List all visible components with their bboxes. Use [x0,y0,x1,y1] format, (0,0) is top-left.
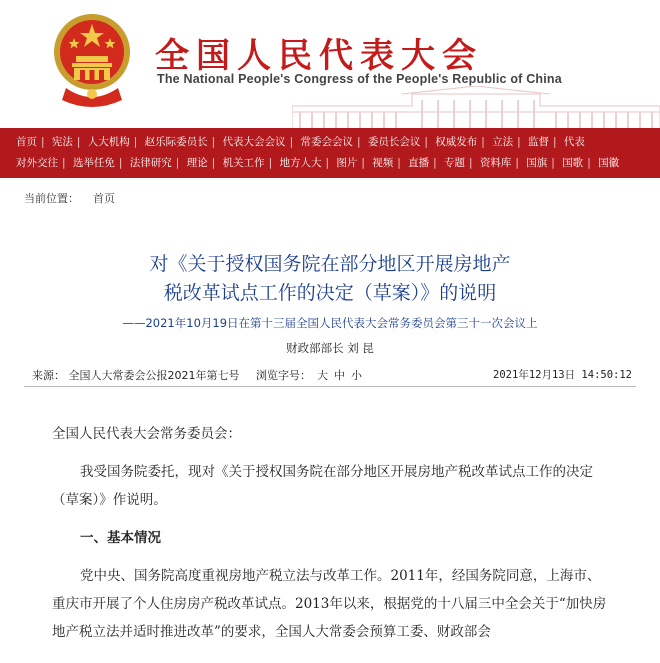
font-size-medium-button[interactable]: 中 [334,369,345,382]
nav-item-constitution[interactable]: 宪法 [51,136,73,148]
nav-item-home[interactable]: 首页 [16,136,37,148]
nav-item-deputies[interactable]: 代表 [563,136,585,148]
nav-row-primary: 首页 | 宪法 | 人大机构 | 赵乐际委员长 | 代表大会会议 | 常委会会议 | 委员长会议 | 权威发布 | 立法 | 监督 | 代表 [12,133,589,151]
article-body [52,420,612,646]
nav-item-legal-research[interactable]: 法律研究 [129,157,172,169]
font-size-selector [256,367,362,383]
article-title-line-1: 对《关于授权国务院在部分地区开展房地产 [149,253,511,275]
article-title [0,250,660,308]
article-salutation: 全国人民代表大会常务委员会： [52,426,241,442]
breadcrumb [24,190,115,206]
main-nav [0,128,660,178]
nav-item-congress-sessions[interactable]: 代表大会会议 [222,136,286,148]
nav-item-chairmen-meetings[interactable]: 委员长会议 [367,136,421,148]
nav-item-chairman[interactable]: 赵乐际委员长 [144,136,208,148]
nav-item-national-anthem[interactable]: 国歌 [562,157,584,169]
great-hall-watermark-icon [292,86,660,128]
nav-item-national-flag[interactable]: 国旗 [526,157,548,169]
font-size-large-button[interactable]: 大 [317,369,328,382]
article-meta-bar [24,362,636,387]
nav-item-supervision[interactable]: 监督 [528,136,550,148]
article-paragraph: 党中央、国务院高度重视房地产税立法与改革工作。2011年，经国务院同意，上海市、重庆市开展了个人住房房产税改革试点。2013年以来，根据党的十八届三中全会关于“加快房地产税立法并适时推进改革”的要求，全国人大常委会预算工委、财政部会 [52,568,607,640]
font-size-small-button[interactable]: 小 [351,369,362,382]
site-header [0,0,660,128]
breadcrumb-home-link[interactable]: 首页 [93,192,115,205]
national-emblem-icon[interactable] [52,10,132,110]
breadcrumb-label: 当前位置： [24,192,79,205]
nav-item-theory[interactable]: 理论 [186,157,208,169]
font-size-label: 浏览字号： [256,369,311,382]
nav-item-pictures[interactable]: 图片 [336,157,358,169]
article-title-line-2: 税改革试点工作的决定（草案）》的说明 [163,282,497,304]
nav-item-topics[interactable]: 专题 [444,157,466,169]
nav-row-secondary: 对外交往 | 选举任免 | 法律研究 | 理论 | 机关工作 | 地方人大 | 图片 | 视频 | 直播 | 专题 | 资料库 | 国旗 | 国歌 | 国徽 [12,154,623,172]
article-subtitle: ——2021年10月19日在第十三届全国人民代表大会常务委员会第三十一次会议上 [122,316,538,330]
article-publish-date: 2021年12月13日 14:50:12 [493,369,632,381]
nav-item-legislation[interactable]: 立法 [492,136,514,148]
nav-item-elections-appointments[interactable]: 选举任免 [72,157,115,169]
section-heading: 一、基本情况 [80,530,161,546]
nav-item-live[interactable]: 直播 [408,157,430,169]
site-title-en: The National People's Congress of the People's Republic of China [157,72,562,86]
nav-item-national-emblem[interactable]: 国徽 [598,157,620,169]
article-paragraph: 我受国务院委托，现对《关于授权国务院在部分地区开展房地产税改革试点工作的决定（草案）》作说明。 [52,464,593,508]
nav-item-official-releases[interactable]: 权威发布 [435,136,478,148]
site-title-cn: 全国人民代表大会 [155,36,483,76]
nav-item-standing-committee-sessions[interactable]: 常委会会议 [300,136,353,148]
nav-item-npc-organs[interactable]: 人大机构 [87,136,130,148]
nav-item-database[interactable]: 资料库 [479,157,512,169]
nav-item-office-work[interactable]: 机关工作 [222,157,265,169]
nav-item-foreign-affairs[interactable]: 对外交往 [16,157,58,169]
article-author: 财政部部长 刘 昆 [286,341,374,355]
nav-item-local-congresses[interactable]: 地方人大 [279,157,322,169]
nav-item-videos[interactable]: 视频 [372,157,394,169]
article-source: 来源： 全国人大常委会公报2021年第七号 [32,369,240,382]
